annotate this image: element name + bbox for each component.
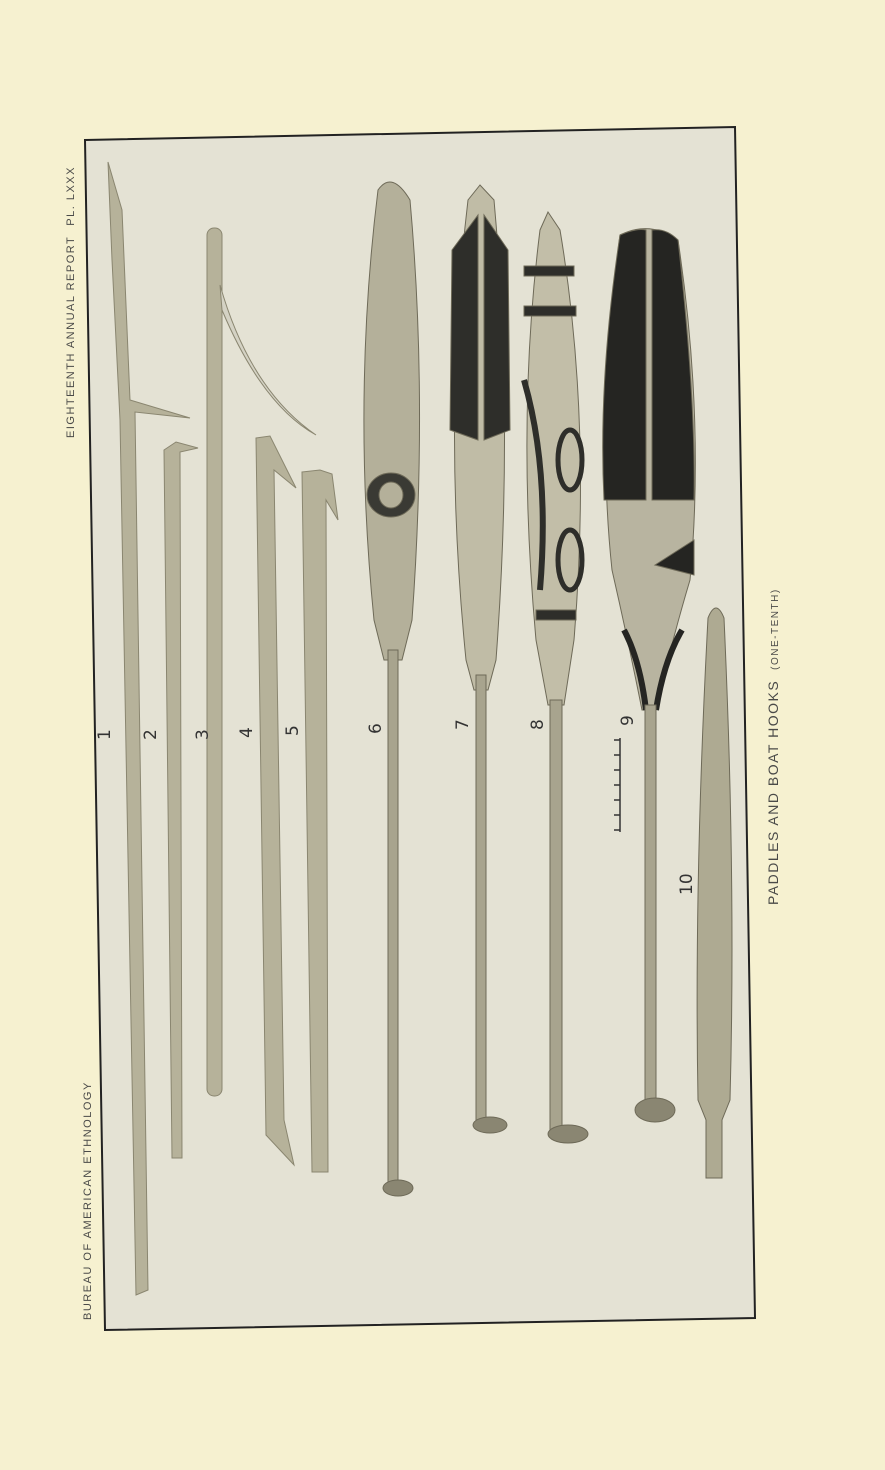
figure-number-8: 8 (528, 719, 548, 730)
figure-number-7: 7 (453, 719, 473, 730)
figure-number-9: 9 (618, 715, 638, 726)
figure-number-3: 3 (193, 729, 213, 740)
report-header: EIGHTEENTH ANNUAL REPORTPL. LXXX (65, 166, 77, 438)
bureau-header: BUREAU OF AMERICAN ETHNOLOGY (82, 1081, 94, 1320)
figure-number-2: 2 (141, 729, 161, 740)
figure-number-5: 5 (283, 725, 303, 736)
figure-number-4: 4 (237, 727, 257, 738)
figure-number-6: 6 (366, 723, 386, 734)
boat-hook-3 (207, 228, 222, 1096)
figure-number-10: 10 (677, 873, 697, 895)
plate-caption: PADDLES AND BOAT HOOKS(ONE-TENTH) (765, 588, 781, 905)
figure-number-1: 1 (95, 729, 115, 740)
